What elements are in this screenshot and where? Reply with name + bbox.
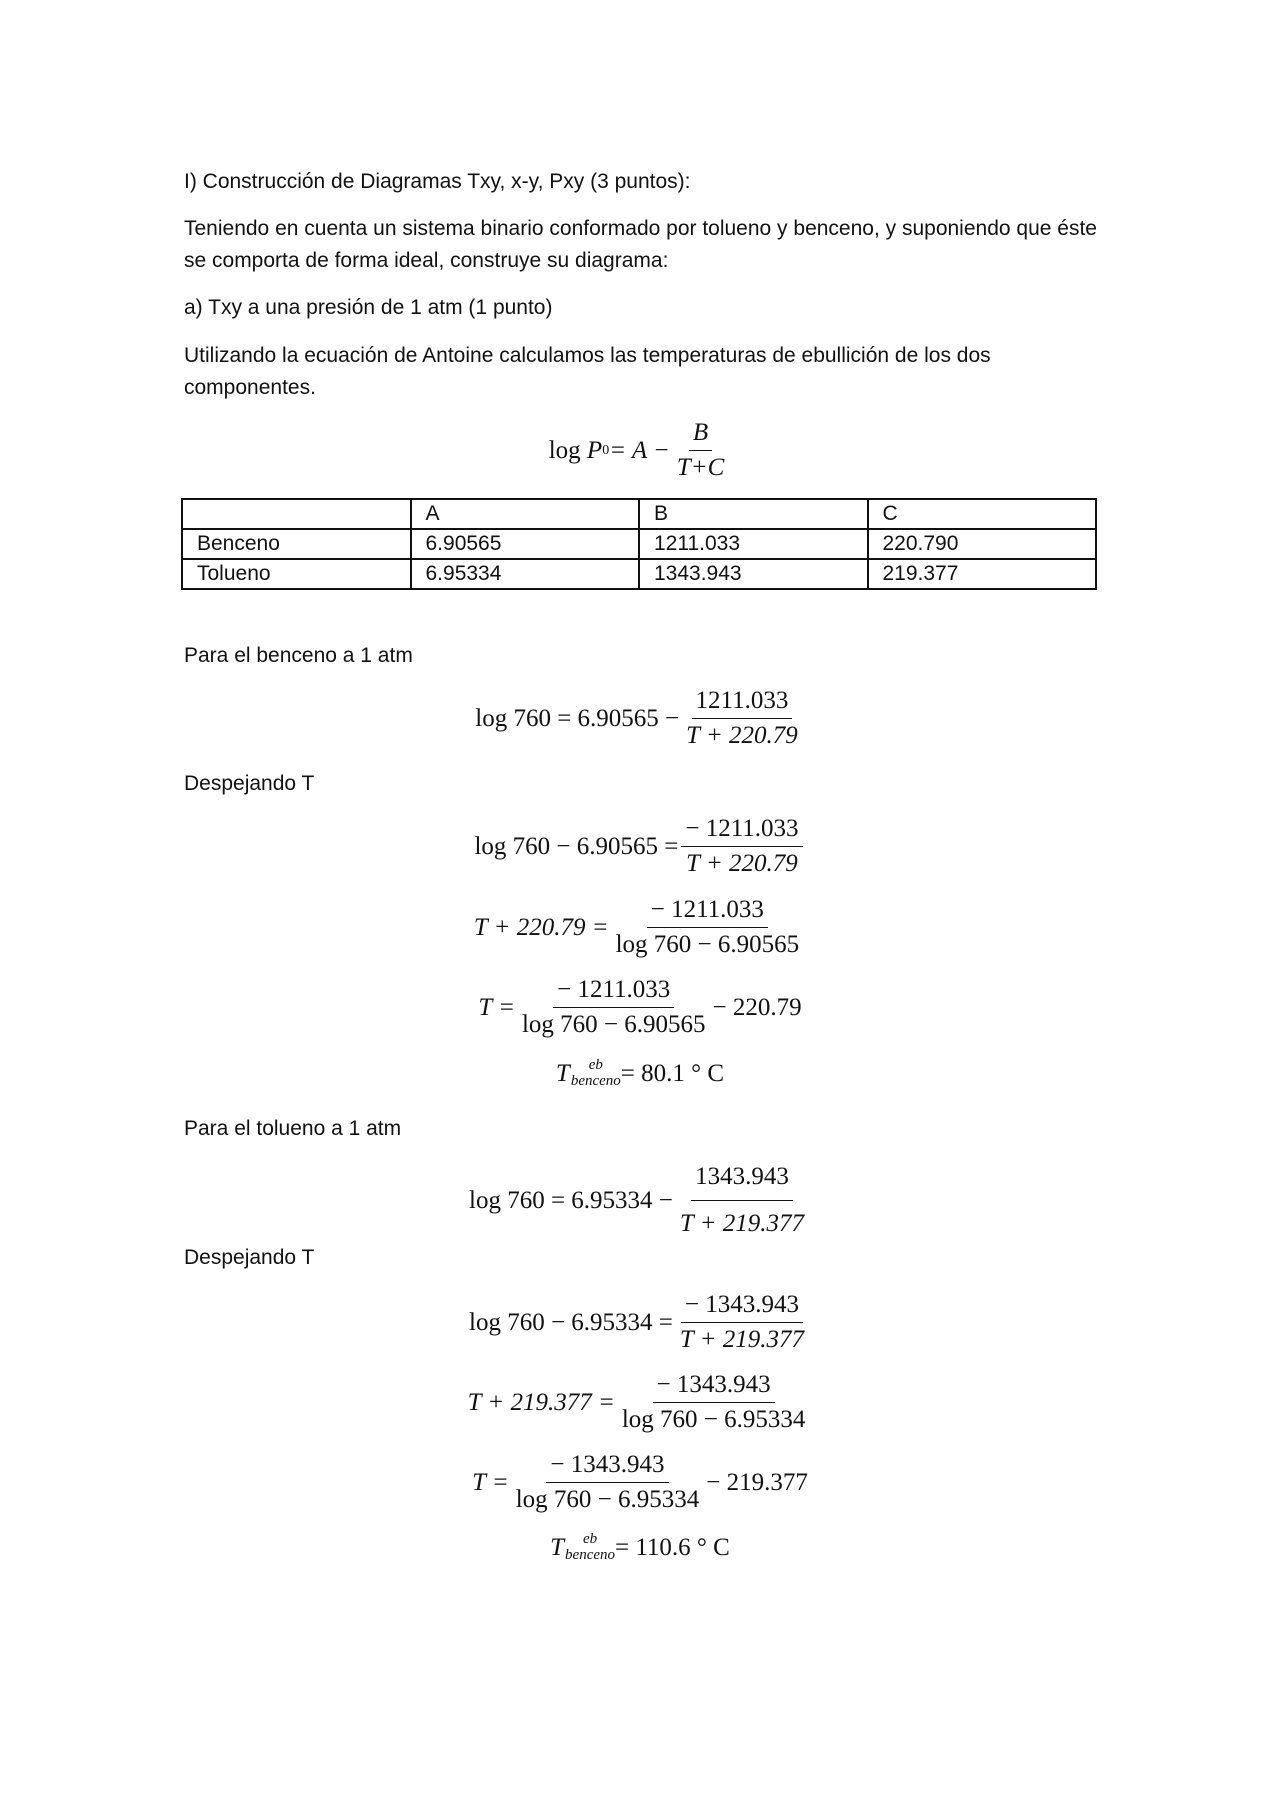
- toluene-result-sup: eb: [582, 1531, 598, 1547]
- antoine-equation: [0, 418, 1280, 483]
- benzene-result-sup: eb: [588, 1057, 603, 1073]
- antoine-intro: Utilizando la ecuación de Antoine calculamos las temperaturas de ebullición de los dos componentes.: [184, 344, 991, 399]
- table-row: [182, 559, 1096, 589]
- benzene-eq2-num: − 1211.033: [681, 814, 802, 847]
- table-cell: 6.90565: [411, 529, 640, 559]
- table-header-cell: C: [868, 499, 1097, 529]
- table-cell: 219.377: [868, 559, 1097, 589]
- benzene-despejando: Despejando T: [184, 772, 315, 795]
- benzene-eq2-lhs: log 760 − 6.90565 =: [474, 832, 679, 860]
- benzene-result-t: T: [555, 1060, 570, 1087]
- benzene-eq3-den: log 760 − 6.90565: [615, 931, 800, 958]
- benzene-result-rhs: = 80.1 ° C: [620, 1060, 725, 1087]
- table-cell: Tolueno: [182, 559, 411, 589]
- benzene-eq1-num: 1211.033: [692, 686, 793, 719]
- toluene-eq3: [0, 1370, 1280, 1435]
- toluene-eq4-den: log 760 − 6.95334: [515, 1486, 700, 1513]
- benzene-result: [0, 1058, 1280, 1090]
- benzene-eq4: [0, 975, 1280, 1040]
- antoine-den: T+C: [676, 454, 725, 481]
- benzene-eq3-lhs: T + 220.79 =: [473, 913, 609, 941]
- toluene-eq4: [0, 1450, 1280, 1515]
- table-cell: 220.790: [868, 529, 1097, 559]
- benzene-eq4-num: − 1211.033: [553, 975, 674, 1008]
- toluene-eq3-lhs: T + 219.377 =: [467, 1388, 615, 1416]
- toluene-eq3-num: − 1343.943: [653, 1370, 775, 1403]
- benzene-eq2-den: T + 220.79: [686, 850, 798, 877]
- antoine-constants-table: [181, 498, 1097, 590]
- table-cell: 1343.943: [639, 559, 868, 589]
- benzene-label: Para el benceno a 1 atm: [184, 644, 413, 667]
- benzene-eq4-den: log 760 − 6.90565: [521, 1011, 706, 1038]
- benzene-eq1: [0, 686, 1280, 751]
- toluene-eq2-den: T + 219.377: [679, 1326, 804, 1353]
- antoine-p: P: [586, 436, 603, 464]
- toluene-eq2-lhs: log 760 − 6.95334 =: [469, 1308, 673, 1336]
- toluene-eq1-num: 1343.943: [691, 1162, 793, 1201]
- table-row: [182, 529, 1096, 559]
- toluene-eq1-den: T + 219.377: [679, 1210, 804, 1237]
- toluene-result-sub: benceno: [565, 1547, 616, 1563]
- toluene-despejando: Despejando T: [184, 1246, 315, 1269]
- table-cell: 1211.033: [639, 529, 868, 559]
- toluene-eq2-num: − 1343.943: [681, 1290, 803, 1323]
- benzene-eq4-tail: − 220.79: [712, 993, 802, 1021]
- toluene-eq1: [0, 1162, 1280, 1239]
- toluene-eq4-lhs: T =: [472, 1468, 509, 1496]
- antoine-mid: = A −: [609, 436, 670, 464]
- toluene-eq2: [0, 1290, 1280, 1355]
- toluene-eq1-lhs: log 760 = 6.95334 −: [469, 1186, 673, 1214]
- toluene-result-t: T: [550, 1534, 565, 1561]
- section-heading: I) Construcción de Diagramas Txy, x-y, Pxy (3 puntos):: [184, 170, 691, 193]
- intro-paragraph: Teniendo en cuenta un sistema binario conformado por tolueno y benceno, y suponiendo que éste se comporta de forma ideal, construye su diagrama:: [184, 217, 1097, 272]
- antoine-num: B: [689, 418, 712, 451]
- antoine-sup: 0: [602, 442, 610, 458]
- toluene-result: [0, 1532, 1280, 1564]
- toluene-result-rhs: = 110.6 ° C: [615, 1534, 730, 1561]
- benzene-result-sub: benceno: [570, 1073, 621, 1089]
- benzene-eq2: [0, 814, 1280, 879]
- subsection-a-heading: a) Txy a una presión de 1 atm (1 punto): [184, 296, 553, 319]
- table-header-row: [182, 499, 1096, 529]
- table-cell: 6.95334: [411, 559, 640, 589]
- table-cell: Benceno: [182, 529, 411, 559]
- benzene-eq1-lhs: log 760 = 6.90565 −: [475, 704, 680, 732]
- toluene-eq4-tail: − 219.377: [706, 1468, 808, 1496]
- benzene-eq3-num: − 1211.033: [647, 895, 768, 928]
- benzene-eq4-lhs: T =: [478, 993, 515, 1021]
- toluene-eq3-den: log 760 − 6.95334: [621, 1406, 806, 1433]
- benzene-eq1-den: T + 220.79: [686, 722, 798, 749]
- benzene-eq3: [0, 895, 1280, 960]
- table-header-cell: A: [411, 499, 640, 529]
- toluene-eq4-num: − 1343.943: [546, 1450, 668, 1483]
- toluene-label: Para el tolueno a 1 atm: [184, 1117, 402, 1140]
- table-header-cell: B: [639, 499, 868, 529]
- table-header-cell: [182, 499, 411, 529]
- antoine-log: log: [548, 436, 581, 464]
